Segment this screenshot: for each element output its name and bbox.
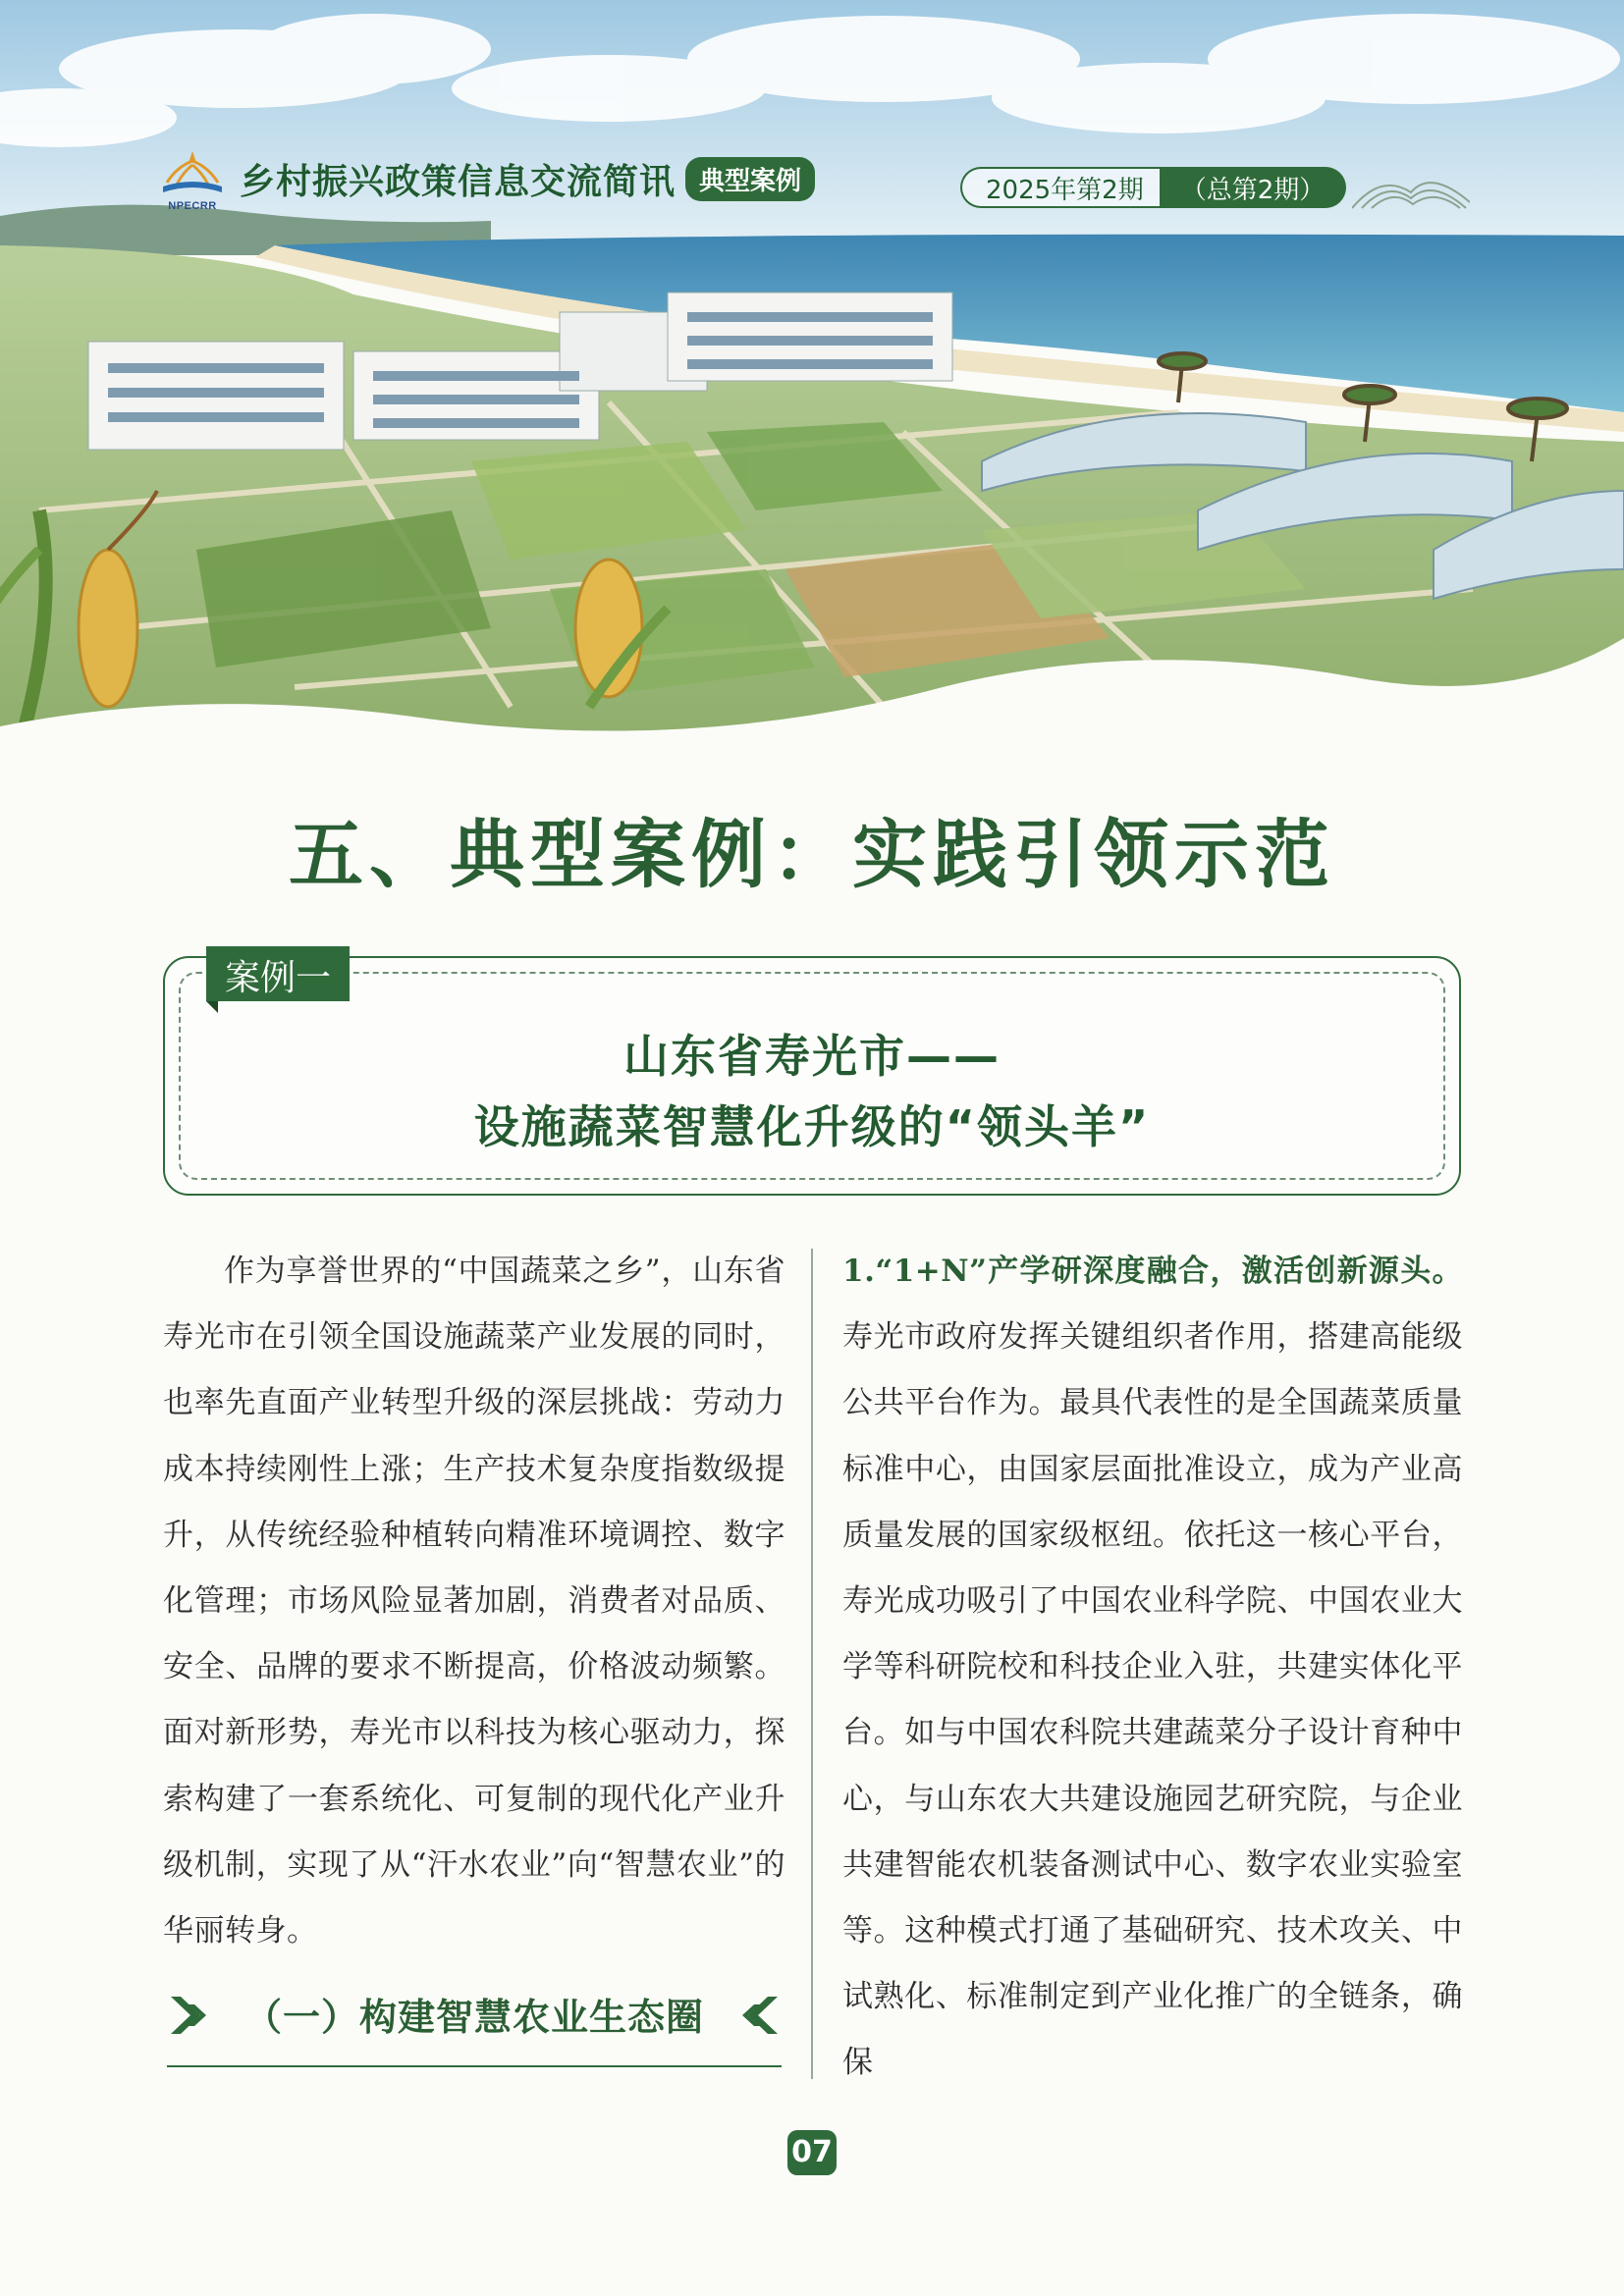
issue-number: 2025年第2期: [960, 167, 1160, 208]
case-title-line2: 设施蔬菜智慧化升级的“领头羊”: [473, 1100, 1151, 1153]
logo-text: NPECRR: [168, 200, 217, 212]
category-badge: 典型案例: [685, 157, 815, 201]
hills-ornament-icon: [1352, 163, 1470, 212]
subheading: [167, 1983, 782, 2067]
right-column-paragraph: [842, 1239, 1463, 2097]
case-title-box: [163, 956, 1461, 1196]
right-column-body: 寿光市政府发挥关键组织者作用，搭建高能级公共平台作为。最具代表性的是全国蔬菜质量标准中心，由国家层面批准设立，成为产业高质量发展的国家级枢纽。依托这一核心平台，寿光成功吸引了中国农业科学院、中国农业大学等科研院校和科技企业入驻，共建实体化平台。如与中国农科院共建蔬菜分子设计育种中心，与山东农大共建设施园艺研究院，与企业共建智能农机装备测试中心、数字农业实验室等。这种模式打通了基础研究、技术攻关、中试熟化、标准制定到产业化推广的全链条，确保: [842, 1319, 1463, 2081]
issue-total: （总第2期）: [1160, 167, 1347, 208]
column-divider: [811, 1249, 813, 2079]
header-illustration: [0, 0, 1624, 746]
case-title-line1: 山东省寿光市——: [623, 1030, 1001, 1083]
npecrr-logo: [157, 147, 228, 210]
left-column-paragraph: 作为享誉世界的“中国蔬菜之乡”，山东省寿光市在引领全国设施蔬菜产业发展的同时，也率先直面产业转型升级的深层挑战：劳动力成本持续刚性上涨；生产技术复杂度指数级提升，从传统经验种植转向精准环境调控、数字化管理；市场风险显著加剧，消费者对品质、安全、品牌的要求不断提高，价格波动频繁。面对新形势，寿光市以科技为核心驱动力，探索构建了一套系统化、可复制的现代化产业升级机制，实现了从“汗水农业”向“智慧农业”的华丽转身。: [163, 1254, 785, 1949]
case-tag-label: 案例一: [224, 958, 331, 998]
subheading-text: （一）构建智慧农业生态圈: [244, 1996, 704, 2039]
subheading-underline: [167, 2065, 782, 2067]
issue-info: [960, 163, 1470, 212]
chevron-left-icon: [723, 1991, 782, 2040]
case-tag: [206, 946, 350, 1013]
publication-title: 乡村振兴政策信息交流简讯: [240, 161, 677, 202]
right-column-lead: 1.“1+N”产学研深度融合，激活创新源头。: [842, 1254, 1463, 1289]
masthead: [157, 149, 815, 212]
section-title: 五、典型案例：实践引领示范: [289, 811, 1335, 898]
page-number: 07: [787, 2130, 837, 2175]
